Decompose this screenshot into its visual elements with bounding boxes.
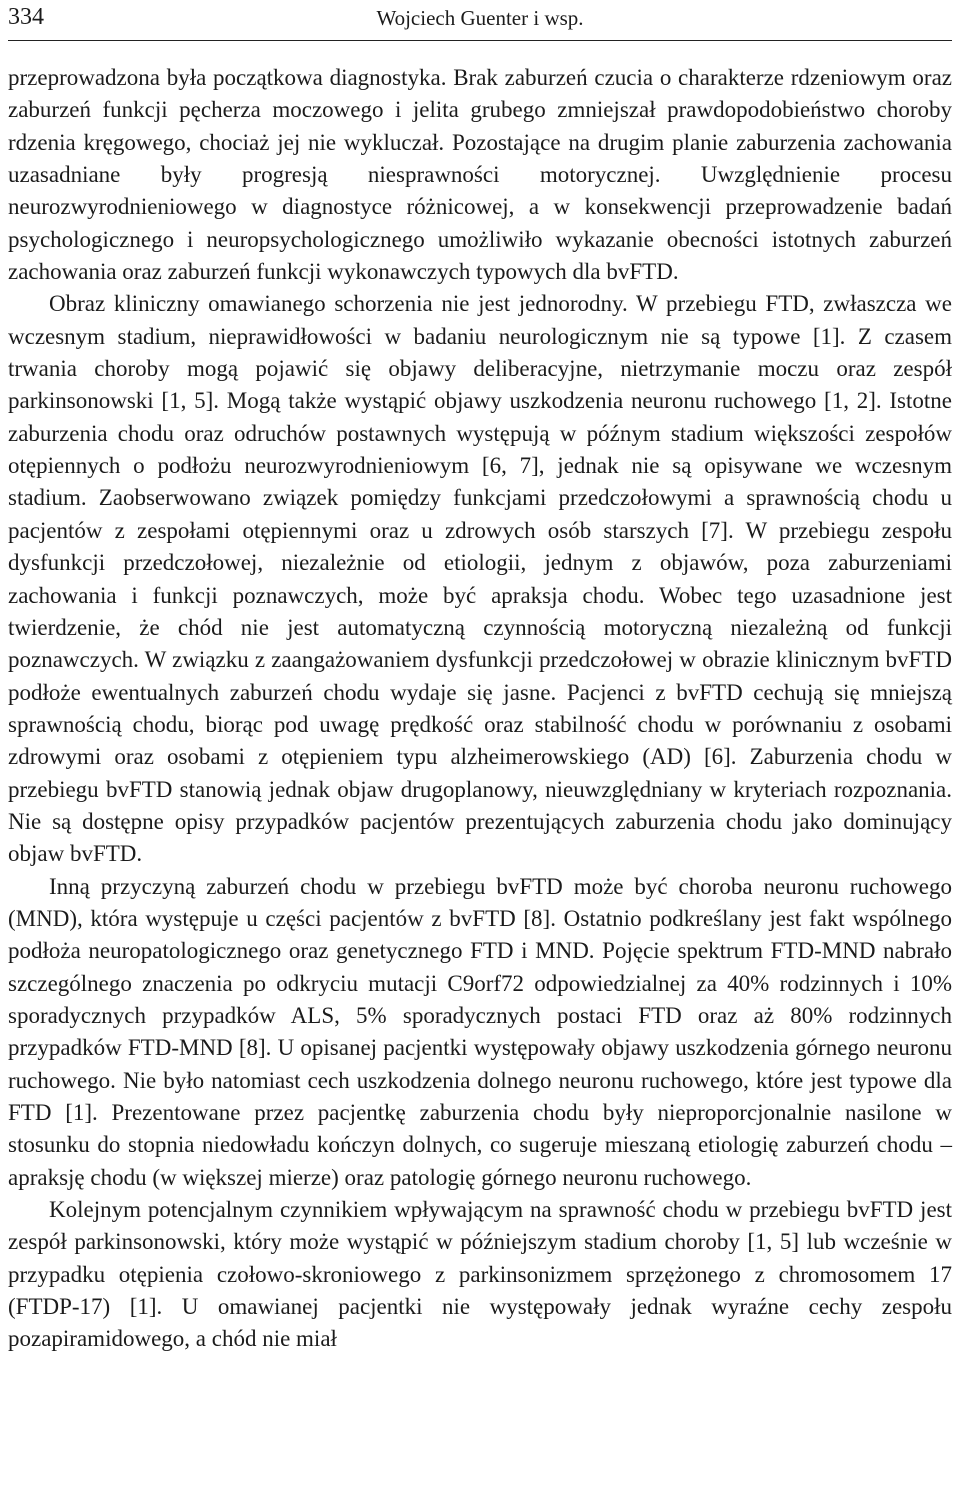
paragraph-diagnostics: przeprowadzona była początkowa diagnostyka. Brak zaburzeń czucia o charakterze rdzeniowym oraz zaburzeń funkcji pęcherza moczowego i jelita grubego zmniejszał prawdopodobieństwo choroby rdzenia kręgowego, chociaż jej nie wykluczał. Pozostające na drugim planie zaburzenia zachowania uzasadniane były progresją niesprawności motorycznej. Uwzględnienie procesu neurozwyrodnieniowego w diagnostyce różnicowej, a w konsekwencji przeprowadzenie badań psychologicznego i neuropsychologicznego umożliwiło wykazanie obecności istotnych zaburzeń zachowania oraz zaburzeń funkcji wykonawczych typowych dla bvFTD. [8, 65, 952, 285]
paragraph-parkinsonism: Kolejnym potencjalnym czynnikiem wpływającym na sprawność chodu w przebiegu bvFTD jest zespół parkinsonowski, który może wystąpić w późniejszym stadium choroby [1, 5] lub wcześnie w przypadku otępienia czołowo-skroniowego z parkinsonizmem sprzężonego z chromosomem 17 (FTDP-17) [1]. U omawianej pacjentki nie występowały jednak wyraźne cechy zespołu pozapiramidowego, a chód nie miał [8, 1197, 952, 1352]
running-header [8, 0, 952, 41]
paragraph-motor-neuron-disease: Inną przyczyną zaburzeń chodu w przebiegu bvFTD może być choroba neuronu ruchowego (MND), która występuje u części pacjentów z bvFTD [8]. Ostatnio podkreślany jest fakt wspólnego podłoża neuropatologicznego oraz genetycznego FTD i MND. Pojęcie spektrum FTD-MND nabrało szczególnego znaczenia po odkryciu mutacji C9orf72 odpowiedzialnej za 40% rodzinnych i 10% sporadycznych przypadków ALS, 5% sporadycznych postaci FTD oraz aż 80% rodzinnych przypadków FTD-MND [8]. U opisanej pacjentki występowały objawy uszkodzenia górnego neuronu ruchowego. Nie było natomiast cech uszkodzenia dolnego neuronu ruchowego, które jest typowe dla FTD [1]. Prezentowane przez pacjentkę zaburzenia chodu były nieproporcjonalnie nasilone w stosunku do stopnia niedowładu kończyn dolnych, co sugeruje mieszaną etiologię zaburzeń chodu – apraksję chodu (w większej mierze) oraz patologię górnego neuronu ruchowego. [8, 873, 952, 1190]
body-text [8, 62, 952, 1356]
running-title: Wojciech Guenter i wsp. [376, 6, 584, 30]
paragraph-clinical-picture: Obraz kliniczny omawianego schorzenia nie jest jednorodny. W przebiegu FTD, zwłaszcza we wczesnym stadium, nieprawidłowości w badaniu neurologicznym nie są typowe [1]. Z czasem trwania choroby mogą pojawić się objawy deliberacyjne, nietrzymanie moczu oraz zespół parkinsonowski [1, 5]. Mogą także wystąpić objawy uszkodzenia neuronu ruchowego [1, 2]. Istotne zaburzenia chodu oraz odruchów postawnych występują w późnym stadium większości zespołów otępiennych o podłożu neurozwyrodnieniowym [6, 7], jednak nie są opisywane we wczesnym stadium. Zaobserwowano związek pomiędzy funkcjami przedczołowymi a sprawnością chodu u pacjentów z zespołami otępiennymi oraz u zdrowych osób starszych [7]. W przebiegu zespołu dysfunkcji przedczołowej, niezależnie od etiologii, jednym z objawów, poza zaburzeniami zachowania i funkcji poznawczych, może być apraksja chodu. Wobec tego uzasadnione jest twierdzenie, że chód nie jest automatyczną czynnością motoryczną niezależną od funkcji poznawczych. W związku z zaangażowaniem dysfunkcji przedczołowej w obrazie klinicznym bvFTD podłoże ewentualnych zaburzeń chodu wydaje się jasne. Pacjenci z bvFTD cechują się mniejszą sprawnością chodu, biorąc pod uwagę prędkość oraz stabilność chodu w porównaniu z osobami zdrowymi oraz osobami z otępieniem typu alzheimerowskiego (AD) [6]. Zaburzenia chodu w przebiegu bvFTD stanowią jednak objaw drugoplanowy, nieuwzględniany w kryteriach rozpoznania. Nie są dostępne opisy przypadków pacjentów prezentujących zaburzenia chodu jako dominujący objaw bvFTD. [8, 291, 952, 867]
page-number: 334 [8, 4, 44, 30]
